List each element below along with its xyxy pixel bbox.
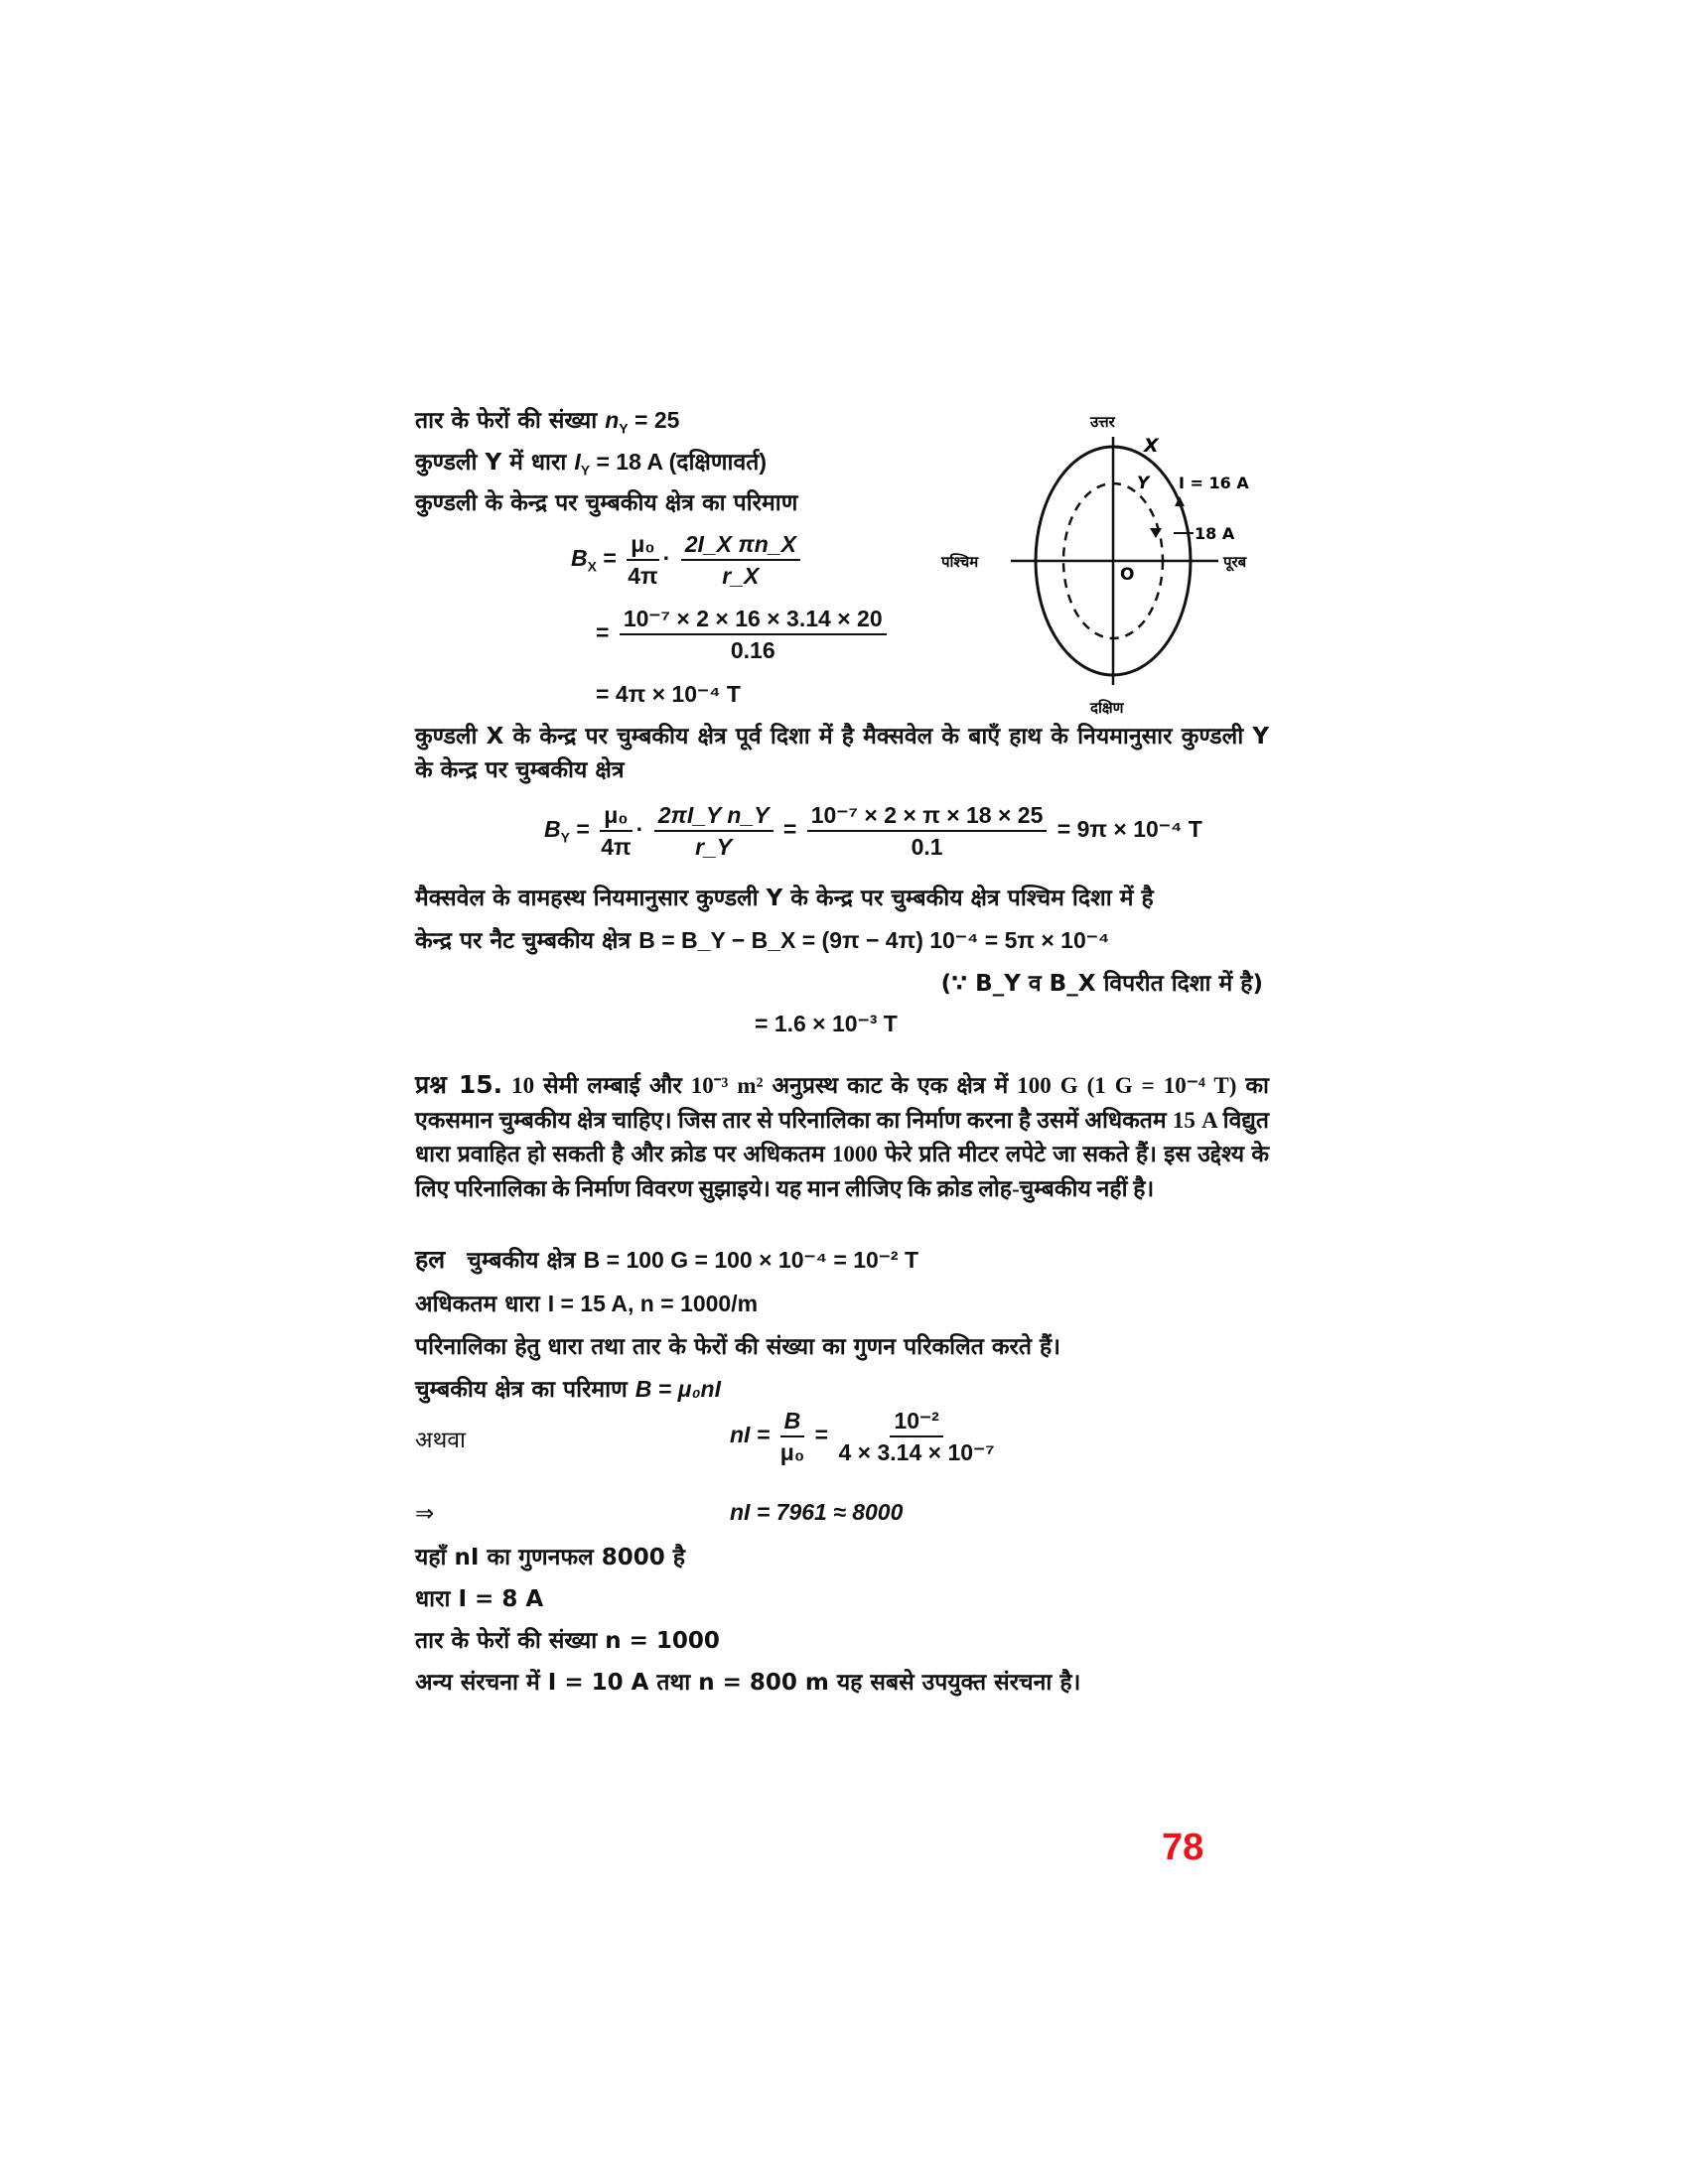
current-x-label: I = 16 A: [1179, 474, 1249, 492]
bx-value-fraction: [620, 606, 887, 663]
max-current-expression: I = 15 A, n = 1000/m: [547, 1291, 759, 1316]
fraction-numerator: 10⁻²: [890, 1408, 942, 1437]
fraction-denominator: 4π: [628, 563, 658, 589]
fraction-denominator: μ₀: [779, 1439, 805, 1465]
turns-count-line: [415, 405, 679, 436]
fraction-numerator: 2πI_Y n_Y: [654, 802, 774, 832]
var-n: n: [605, 407, 620, 433]
field-magnitude-label: चुम्बकीय क्षेत्र का परिमाण: [415, 1377, 635, 1403]
fraction-denominator: r_X: [722, 563, 760, 589]
sub-y: Y: [619, 420, 629, 437]
fraction-denominator: r_Y: [695, 834, 733, 860]
coil-y-label: कुण्डली Y में धारा: [415, 450, 575, 476]
net-field-expression: B = B_Y − B_X = (9π − 4π) 10⁻⁴ = 5π × 10⁻⁴: [638, 927, 1110, 953]
solution-15-line8: अन्य संरचना में I = 10 A तथा n = 800 m यह सबसे उपयुक्त संरचना है।: [415, 1670, 1081, 1696]
net-field-line: [415, 925, 1109, 956]
ni-equation: nI = $\frac{B}{\text{μ₀}}$ = $\frac{\text{10⁻²}}{\text{4 × 3.14 × 10⁻⁷}}$: [730, 1408, 995, 1465]
fraction-numerator: 10⁻⁷ × 2 × 16 × 3.14 × 20: [620, 606, 887, 635]
question-text: 10 सेमी लम्बाई और 10⁻³ m² अनुप्रस्थ काट के एक क्षेत्र में 100 G (1 G = 10⁻⁴ T) का एकसमान चुम्बकीय क्षेत्र चाहिए। जिस तार से परिनालिका का निर्माण करना है उसमें अधिकतम 15 A विद्युत धारा प्रवाहित हो सकती है और क्रोड पर अधिकतम 1000 फेरे प्रति मीटर लपेटे जा सकते हैं। इस उद्देश्य के लिए परिनालिका के निर्माण विवरण सुझाइये। यह मान लीजिए कि क्रोड लोह-चुम्बकीय नहीं है।: [415, 1073, 1269, 1201]
page-number: 78: [1162, 1827, 1204, 1868]
solution-15-line3: परिनालिका हेतु धारा तथा तार के फेरों की संख्या का गुणन परिकलित करते हैं।: [415, 1334, 1060, 1360]
bx-substitution: = $\frac{\text{10⁻⁷ × 2 × 16 × 3.14 × 20}}{0.16}$: [596, 606, 891, 663]
turns-label: तार के फेरों की संख्या: [415, 408, 606, 434]
b-over-mu-fraction: [780, 1408, 805, 1465]
solution-label: हल: [415, 1245, 446, 1274]
solution-15-line7: तार के फेरों की संख्या n = 1000: [415, 1628, 720, 1654]
solution-15-line5: यहाँ nI का गुणनफल 8000 है: [415, 1545, 685, 1570]
fraction-numerator: B: [780, 1408, 805, 1437]
field-magnitude-heading: कुण्डली के केन्द्र पर चुम्बकीय क्षेत्र का परिमाण: [415, 490, 798, 516]
by-term-fraction: [654, 802, 774, 860]
fraction-numerator: μ₀: [627, 531, 658, 561]
coil-x-field-paragraph: कुण्डली X के केन्द्र पर चुम्बकीय क्षेत्र पूर्व दिशा में है मैक्सवेल के बाएँ हाथ के नियमानुसार कुण्डली Y के केन्द्र पर चुम्बकीय क्षेत्र: [415, 724, 1269, 783]
west-label: पश्चिम: [941, 553, 979, 571]
coil-y-label: Y: [1137, 474, 1150, 493]
current-value: = 18 A (दक्षिणावर्त): [590, 449, 768, 475]
max-current-label: अधिकतम धारा: [415, 1292, 548, 1317]
fraction-denominator: 4π: [601, 834, 632, 860]
field-expression: B = 100 G = 100 × 10⁻⁴ = 10⁻² T: [583, 1247, 919, 1273]
fraction-denominator: 0.16: [730, 637, 775, 663]
bx-symbol: B: [571, 545, 588, 572]
bx-subscript: X: [587, 558, 597, 575]
sub-y: Y: [580, 462, 591, 478]
north-label: उत्तर: [1090, 413, 1115, 431]
net-field-result: = 1.6 × 10⁻³ T: [755, 1011, 898, 1036]
mu-over-4pi-fraction: [600, 802, 632, 860]
bx-result: = 4π × 10⁻⁴ T: [596, 681, 741, 707]
by-value-fraction: [807, 802, 1048, 860]
solution-15-line2: [415, 1289, 758, 1319]
implies-symbol: ⇒: [415, 1501, 435, 1527]
center-label: O: [1120, 565, 1135, 585]
solution-15-line6: धारा I = 8 A: [415, 1586, 544, 1612]
var-i: I: [574, 449, 581, 475]
east-label: पूरब: [1223, 553, 1247, 571]
coil-y-arrow-icon: [1150, 528, 1162, 538]
ni-value-fraction: [839, 1408, 995, 1465]
by-symbol: B: [544, 816, 561, 843]
coil-diagram: [933, 397, 1271, 725]
solution-15-line4: [415, 1374, 721, 1405]
athva-label: अथवा: [415, 1428, 467, 1453]
coil-x-label: X: [1144, 435, 1159, 457]
coil-y-current-line: [415, 447, 767, 478]
net-field-label: केन्द्र पर नैट चुम्बकीय क्षेत्र: [415, 928, 639, 954]
opposite-direction-note: (∵ B_Y व B_X विपरीत दिशा में है): [940, 971, 1263, 997]
field-label: चुम्बकीय क्षेत्र: [467, 1248, 584, 1274]
south-label: दक्षिण: [1090, 699, 1124, 717]
solution-15-line1: [415, 1245, 918, 1276]
bx-term-fraction: [681, 531, 800, 589]
question-label: प्रश्न 15.: [415, 1070, 503, 1099]
fraction-numerator: 2I_X πn_X: [681, 531, 800, 561]
turns-value: = 25: [628, 407, 680, 433]
fraction-denominator: 4 × 3.14 × 10⁻⁷: [838, 1439, 995, 1465]
fraction-numerator: 10⁻⁷ × 2 × π × 18 × 25: [807, 802, 1048, 832]
field-magnitude-expression: B = μ₀nI: [634, 1376, 721, 1402]
mu-over-4pi-fraction: [627, 531, 658, 589]
by-formula: $B_Y$ = $\frac{\text{μ₀}}{4\pi}$ · $\frac{\text{2πI\_Y n\_Y}}{r\_Y}$ = $\frac{\text{10⁻⁷ × 2 × π × 18 × 25}}{0.1}$ = 9π × 10⁻⁴ T: [544, 802, 1202, 860]
fraction-numerator: μ₀: [600, 802, 632, 832]
west-field-line: मैक्सवेल के वामहस्थ नियमानुसार कुण्डली Y के केन्द्र पर चुम्बकीय क्षेत्र पश्चिम दिशा में है: [415, 886, 1154, 911]
bx-formula: $B_X$ = $\frac{\text{μ₀}}{4\pi}$ · $\frac{\text{2I\_X πn\_X}}{r\_X}$: [571, 531, 804, 589]
ni-lhs: nI =: [730, 1422, 771, 1448]
by-subscript: Y: [560, 829, 570, 846]
current-y-label: 18 A: [1195, 524, 1235, 543]
fraction-denominator: 0.1: [911, 834, 943, 860]
ni-result: nI = 7961 ≈ 8000: [730, 1499, 904, 1525]
question-15: [415, 1068, 1269, 1206]
by-result: = 9π × 10⁻⁴ T: [1056, 816, 1202, 843]
